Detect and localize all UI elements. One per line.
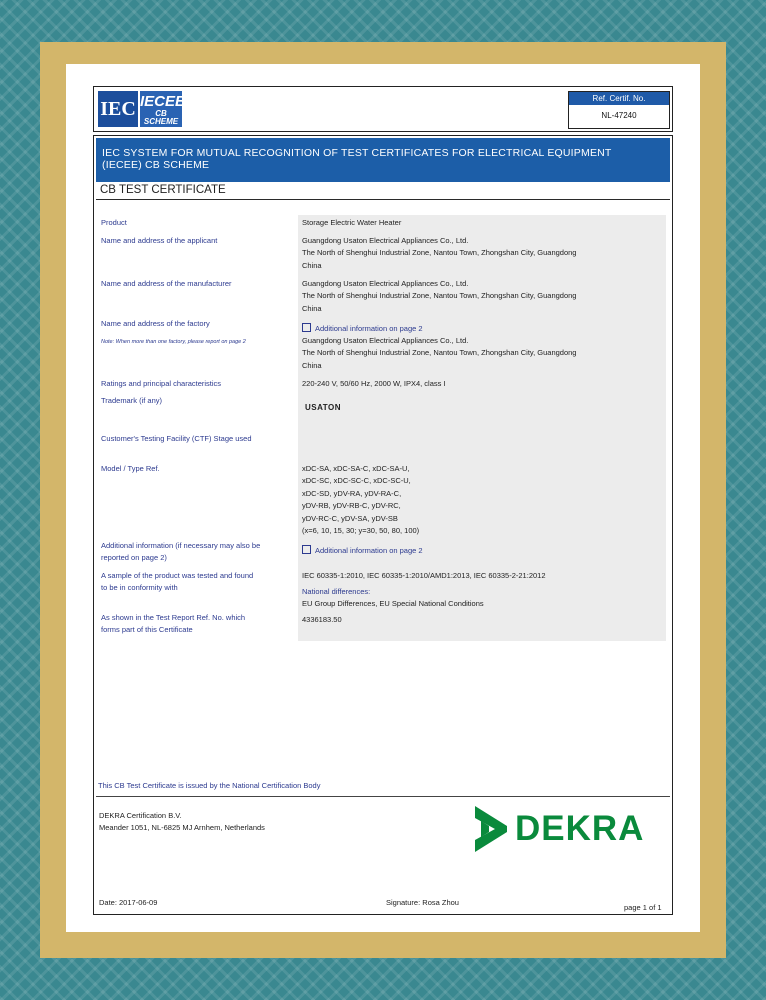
value-national-differences: EU Group Differences, EU Special National Conditions [302,599,484,608]
dekra-logo-text: DEKRA [515,809,645,848]
certification-body-address: Meander 1051, NL-6825 MJ Arnhem, Netherlands [99,823,265,832]
divider [96,199,670,200]
model-line: yDV-RB, yDV-RB-C, yDV-RC, [302,501,401,511]
banner-line-2: (IECEE) CB SCHEME [102,159,210,171]
applicant-line: Guangdong Usaton Electrical Appliances Co., Ltd. [302,236,469,245]
usaton-trademark-logo: USATON [305,403,342,412]
certificate-date: Date: 2017-06-09 [99,898,158,907]
label-model: Model / Type Ref. [101,464,160,473]
factory-note: Note: When more than one factory, please report on page 2 [101,339,246,345]
certification-body-name: DEKRA Certification B.V. [99,811,182,820]
divider [96,796,670,797]
signature: Signature: Rosa Zhou [386,898,459,907]
label-factory: Name and address of the factory [101,319,210,328]
label-applicant: Name and address of the applicant [101,236,218,245]
applicant-line: China [302,260,322,270]
value-factory [302,335,576,372]
additional-info-text: Additional information on page 2 [315,546,423,555]
certificate-title: CB TEST CERTIFICATE [100,184,226,196]
manufacturer-line: China [302,303,322,313]
applicant-line: The North of Shenghui Industrial Zone, Nantou Town, Zhongshan City, Guangdong [302,248,577,258]
ref-number: NL-47240 [601,111,637,120]
model-line: xDC-SA, xDC-SA-C, xDC-SA-U, [302,464,410,473]
label-ratings: Ratings and principal characteristics [101,379,222,388]
ref-certificate-box [568,91,670,129]
additional-info [302,545,423,557]
value-ratings: 220-240 V, 50/60 Hz, 2000 W, IPX4, class I [302,379,446,388]
value-manufacturer [302,278,576,315]
iec-logo: IEC [98,91,138,127]
model-line: xDC-SD, yDV-RA, yDV-RA-C, [302,488,402,498]
model-line: (x=6, 10, 15, 30; y=30, 50, 80, 100) [302,526,420,536]
label-additional-line-1: Additional information (if necessary may also be [101,541,261,550]
label-report [101,612,245,636]
model-line: yDV-RC-C, yDV-SA, yDV-SB [302,513,398,523]
manufacturer-line: Guangdong Usaton Electrical Appliances Co., Ltd. [302,279,469,288]
label-report-line-1: As shown in the Test Report Ref. No. which [101,613,246,622]
dekra-logo-mark-icon [473,804,515,854]
label-manufacturer: Name and address of the manufacturer [101,279,232,288]
label-trademark: Trademark (if any) [101,396,162,405]
cb-scheme-text: CB SCHEME [143,109,179,126]
iecee-logo-text: IECEE [140,93,186,110]
value-product: Storage Electric Water Heater [302,218,402,227]
ref-label: Ref. Certif. No. [569,92,669,105]
label-additional [101,540,260,564]
dekra-logo [473,804,649,854]
factory-line: Guangdong Usaton Electrical Appliances Co., Ltd. [302,336,469,345]
certification-body [99,810,265,834]
certificate-header [93,86,673,132]
factory-additional-checkbox[interactable] [302,323,311,332]
value-report-number: 4336183.50 [302,615,342,624]
label-report-line-2: forms part of this Certificate [101,625,193,634]
scheme-banner [96,138,670,182]
label-sample-line-2: to be in conformity with [101,583,178,592]
iecee-logo [140,91,186,127]
factory-additional-info [302,323,423,335]
factory-line: China [302,360,322,370]
model-line: xDC-SC, xDC-SC-C, xDC-SC-U, [302,476,411,486]
label-sample [101,570,253,594]
value-standards: IEC 60335-1:2010, IEC 60335-1:2010/AMD1:2013, IEC 60335-2-21:2012 [302,571,546,580]
value-applicant [302,235,576,272]
label-product: Product [101,218,127,227]
additional-info-checkbox[interactable] [302,545,311,554]
value-models [302,463,419,537]
national-differences-label: National differences: [302,587,371,596]
banner-line-1: IEC SYSTEM FOR MUTUAL RECOGNITION OF TEST CERTIFICATES FOR ELECTRICAL EQUIPMENT [102,147,612,159]
manufacturer-line: The North of Shenghui Industrial Zone, Nantou Town, Zhongshan City, Guangdong [302,291,577,301]
label-sample-line-1: A sample of the product was tested and found [101,571,254,580]
label-ctf: Customer's Testing Facility (CTF) Stage used [101,434,252,443]
page-number: page 1 of 1 [624,903,662,912]
issued-statement: This CB Test Certificate is issued by the National Certification Body [98,781,321,790]
factory-line: The North of Shenghui Industrial Zone, Nantou Town, Zhongshan City, Guangdong [302,348,577,358]
factory-additional-text: Additional information on page 2 [315,324,423,333]
certificate-body [93,135,673,915]
label-additional-line-2: reported on page 2) [101,553,167,562]
